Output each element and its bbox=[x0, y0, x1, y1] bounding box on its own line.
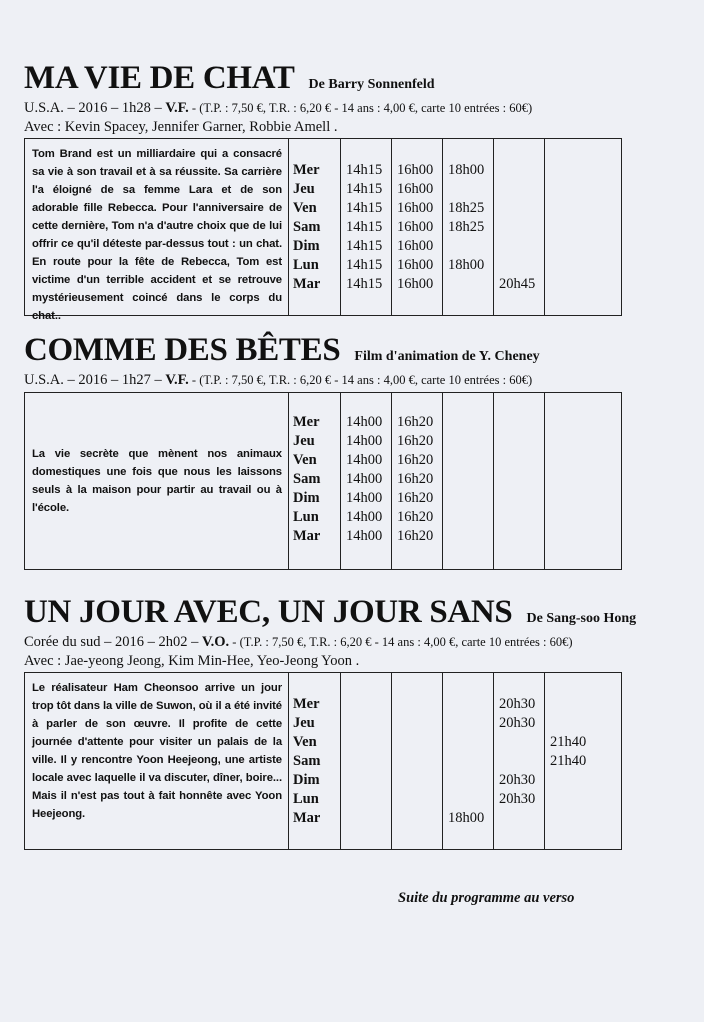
film-title: COMME DES BÊTES bbox=[24, 332, 341, 368]
day-label: Mar bbox=[293, 810, 321, 826]
showtime-cell bbox=[499, 256, 544, 275]
showtime-column bbox=[442, 139, 493, 315]
showtime-cell bbox=[448, 733, 493, 752]
showtime-cell bbox=[550, 470, 595, 489]
showtime-cell bbox=[550, 256, 595, 275]
showtime-cell bbox=[499, 218, 544, 237]
showtime-cell bbox=[499, 432, 544, 451]
showtime-cell bbox=[499, 180, 544, 199]
showtime-cell bbox=[397, 809, 442, 828]
showtime-cell bbox=[499, 470, 544, 489]
showtime-cell: 14h00 bbox=[346, 528, 383, 544]
showtime-cell bbox=[550, 527, 595, 546]
showtime-cell: 16h20 bbox=[397, 414, 434, 430]
synopsis bbox=[25, 139, 288, 322]
synopsis-text: Le réalisateur Ham Cheonsoo arrive un jour trop tôt dans la ville de Suwon, où il a été invité à parler de son œuvre. Il profite de cette journée d'attente pour visiter un palais de la ville. Il y rencontre Yoon Heejeong, une artiste locale avec laquelle il va discuter, dîner, boire... Mais il n'est pas tout à fait honnête avec Yoon Heejeong. bbox=[32, 682, 282, 820]
showtime-cell: 16h20 bbox=[397, 509, 434, 525]
showtime-cell bbox=[448, 413, 493, 432]
showtime-cell: 16h00 bbox=[397, 257, 434, 273]
showtime-cell: 16h00 bbox=[397, 200, 434, 216]
showtime-cell bbox=[448, 432, 493, 451]
film-title: MA VIE DE CHAT bbox=[24, 60, 295, 96]
film-version: V.O. bbox=[202, 634, 230, 650]
showtime-cell: 16h20 bbox=[397, 452, 434, 468]
showtime-cell bbox=[346, 809, 391, 828]
showtime-cell: 14h15 bbox=[346, 200, 383, 216]
footer-note: Suite du programme au verso bbox=[398, 890, 575, 906]
showtime-cell bbox=[550, 199, 595, 218]
showtime-cell bbox=[346, 790, 391, 809]
day-label: Mer bbox=[293, 414, 320, 430]
day-label: Lun bbox=[293, 257, 319, 273]
showtime-cell bbox=[448, 275, 493, 294]
showtime-cell bbox=[499, 733, 544, 752]
day-label: Mer bbox=[293, 696, 320, 712]
showtime-column bbox=[493, 393, 544, 569]
showtime-cell: 18h00 bbox=[448, 257, 485, 273]
day-label: Ven bbox=[293, 734, 317, 750]
showtime-cell: 16h20 bbox=[397, 490, 434, 506]
showtime-cell: 20h30 bbox=[499, 791, 536, 807]
film-director: Film d'animation de Y. Cheney bbox=[354, 349, 540, 364]
showtime-cell: 14h00 bbox=[346, 452, 383, 468]
showtime-cell: 14h15 bbox=[346, 257, 383, 273]
showtime-cell: 16h00 bbox=[397, 181, 434, 197]
film-director: De Barry Sonnenfeld bbox=[308, 77, 435, 92]
showtime-cell bbox=[346, 771, 391, 790]
schedule-box bbox=[24, 138, 622, 322]
film-version: V.F. bbox=[165, 100, 189, 116]
showtime-cell bbox=[499, 489, 544, 508]
showtime-cell: 21h40 bbox=[550, 753, 587, 769]
showtime-cell bbox=[448, 470, 493, 489]
schedule-box bbox=[24, 392, 622, 570]
showtime-cell: 16h00 bbox=[397, 162, 434, 178]
showtime-cell: 16h20 bbox=[397, 433, 434, 449]
film-origin: U.S.A. – 2016 – 1h27 – bbox=[24, 372, 166, 388]
showtime-cell: 14h00 bbox=[346, 414, 383, 430]
day-label: Mar bbox=[293, 528, 321, 544]
film-block bbox=[24, 594, 637, 670]
showtime-column bbox=[544, 673, 595, 849]
days-column bbox=[288, 673, 340, 849]
showtime-cell bbox=[550, 695, 595, 714]
showtime-cell bbox=[448, 714, 493, 733]
showtime-cell bbox=[397, 752, 442, 771]
showtime-cell: 14h15 bbox=[346, 181, 383, 197]
showtime-cell bbox=[397, 695, 442, 714]
showtime-column bbox=[391, 139, 442, 315]
showtime-column bbox=[340, 393, 391, 569]
showtime-cell bbox=[397, 790, 442, 809]
showtime-cell bbox=[550, 451, 595, 470]
showtime-cell bbox=[448, 790, 493, 809]
day-label: Dim bbox=[293, 238, 320, 254]
showtime-column bbox=[442, 393, 493, 569]
day-label: Sam bbox=[293, 753, 321, 769]
synopsis-text: La vie secrète que mènent nos animaux domestiques une fois que nous les laissons seuls à la maison pour partir au travail ou à l'école. bbox=[32, 448, 282, 514]
showtime-cell: 14h00 bbox=[346, 471, 383, 487]
day-label: Jeu bbox=[293, 181, 315, 197]
showtime-cell bbox=[346, 695, 391, 714]
film-meta bbox=[24, 100, 624, 117]
synopsis-text: Tom Brand est un milliardaire qui a consacré sa vie à son travail et à sa réussite. Sa carrière l'a éloigné de sa femme Lara et de son adorable fille Rebecca. Pour l'anniversaire de cette dernière, Tom n'a d'autre choix que de lui offrir ce qu'il déteste par-dessus tout : un chat. En route pour la fête de Rebecca, Tom est victime d'un terrible accident et se retrouve mystérieusement coincé dans le corps du chat.. bbox=[32, 148, 282, 322]
days-column bbox=[288, 393, 340, 569]
showtime-cell bbox=[550, 771, 595, 790]
showtime-column bbox=[493, 139, 544, 315]
showtime-cell bbox=[448, 752, 493, 771]
showtime-cell: 16h00 bbox=[397, 219, 434, 235]
showtime-cell bbox=[499, 752, 544, 771]
film-meta bbox=[24, 372, 624, 389]
film-title: UN JOUR AVEC, UN JOUR SANS bbox=[24, 594, 513, 630]
film-origin: U.S.A. – 2016 – 1h28 – bbox=[24, 100, 166, 116]
showtime-cell: 18h00 bbox=[448, 810, 485, 826]
showtime-cell: 16h20 bbox=[397, 528, 434, 544]
showtime-cell: 20h30 bbox=[499, 715, 536, 731]
showtime-cell bbox=[550, 413, 595, 432]
day-label: Lun bbox=[293, 791, 319, 807]
film-price: - (T.P. : 7,50 €, T.R. : 6,20 € - 14 ans : 4,00 €, carte 10 entrées : 60€) bbox=[229, 635, 573, 649]
page-edge bbox=[704, 0, 720, 1022]
showtime-cell bbox=[550, 275, 595, 294]
showtime-cell bbox=[550, 508, 595, 527]
showtime-cell: 14h15 bbox=[346, 276, 383, 292]
film-price: - (T.P. : 7,50 €, T.R. : 6,20 € - 14 ans : 4,00 €, carte 10 entrées : 60€) bbox=[188, 373, 533, 387]
day-label: Jeu bbox=[293, 433, 315, 449]
showtime-column bbox=[493, 673, 544, 849]
showtime-cell: 16h00 bbox=[397, 238, 434, 254]
showtime-cell: 16h00 bbox=[397, 276, 434, 292]
days-column bbox=[288, 139, 340, 315]
film-version: V.F. bbox=[165, 372, 189, 388]
showtime-cell bbox=[346, 752, 391, 771]
showtime-cell: 21h40 bbox=[550, 734, 587, 750]
showtime-cell: 18h00 bbox=[448, 162, 485, 178]
film-title-line bbox=[24, 334, 624, 367]
film-origin: Corée du sud – 2016 – 2h02 – bbox=[24, 634, 203, 650]
showtime-cell bbox=[499, 199, 544, 218]
showtime-cell: 20h30 bbox=[499, 696, 536, 712]
day-label: Mer bbox=[293, 162, 320, 178]
showtime-cell bbox=[550, 218, 595, 237]
synopsis bbox=[25, 393, 288, 569]
showtime-cell bbox=[499, 161, 544, 180]
showtime-cell bbox=[397, 714, 442, 733]
synopsis bbox=[25, 673, 288, 849]
schedule-box bbox=[24, 672, 622, 850]
film-block bbox=[24, 62, 624, 136]
day-label: Dim bbox=[293, 490, 320, 506]
showtime-cell bbox=[448, 237, 493, 256]
showtime-cell: 14h00 bbox=[346, 509, 383, 525]
showtime-cell bbox=[397, 771, 442, 790]
day-label: Sam bbox=[293, 219, 321, 235]
day-label: Ven bbox=[293, 200, 317, 216]
showtime-cell bbox=[448, 180, 493, 199]
showtime-cell: 20h45 bbox=[499, 276, 536, 292]
showtime-column bbox=[544, 139, 595, 315]
film-title-line bbox=[24, 594, 637, 630]
showtime-cell bbox=[550, 714, 595, 733]
showtime-cell bbox=[448, 695, 493, 714]
showtime-cell: 14h00 bbox=[346, 490, 383, 506]
showtime-cell bbox=[448, 508, 493, 527]
showtime-cell bbox=[550, 790, 595, 809]
film-price: - (T.P. : 7,50 €, T.R. : 6,20 € - 14 ans : 4,00 €, carte 10 entrées : 60€) bbox=[188, 101, 533, 115]
showtime-cell bbox=[346, 733, 391, 752]
showtime-cell bbox=[499, 237, 544, 256]
showtime-column bbox=[340, 673, 391, 849]
showtime-cell bbox=[550, 432, 595, 451]
showtime-column bbox=[391, 673, 442, 849]
film-title-line bbox=[24, 62, 624, 95]
showtime-cell: 14h15 bbox=[346, 162, 383, 178]
showtime-cell: 18h25 bbox=[448, 219, 485, 235]
showtime-cell: 16h20 bbox=[397, 471, 434, 487]
day-label: Dim bbox=[293, 772, 320, 788]
showtime-cell bbox=[499, 413, 544, 432]
showtime-cell bbox=[499, 809, 544, 828]
showtime-cell bbox=[550, 180, 595, 199]
showtime-column bbox=[391, 393, 442, 569]
showtime-cell: 14h15 bbox=[346, 219, 383, 235]
showtime-cell bbox=[550, 161, 595, 180]
showtime-cell bbox=[550, 809, 595, 828]
showtime-cell bbox=[397, 733, 442, 752]
showtime-column bbox=[442, 673, 493, 849]
film-cast: Avec : Jae-yeong Jeong, Kim Min-Hee, Yeo-Jeong Yoon . bbox=[24, 653, 360, 669]
film-meta bbox=[24, 634, 624, 651]
showtime-cell bbox=[499, 451, 544, 470]
showtime-cell: 20h30 bbox=[499, 772, 536, 788]
day-label: Ven bbox=[293, 452, 317, 468]
film-director: De Sang-soo Hong bbox=[526, 611, 637, 626]
film-cast: Avec : Kevin Spacey, Jennifer Garner, Robbie Amell . bbox=[24, 119, 338, 135]
showtime-cell bbox=[550, 489, 595, 508]
film-block bbox=[24, 334, 624, 389]
showtime-cell bbox=[499, 527, 544, 546]
showtime-cell bbox=[499, 508, 544, 527]
showtime-column bbox=[544, 393, 595, 569]
showtime-cell: 18h25 bbox=[448, 200, 485, 216]
day-label: Jeu bbox=[293, 715, 315, 731]
showtime-cell bbox=[448, 489, 493, 508]
showtime-cell: 14h00 bbox=[346, 433, 383, 449]
showtime-column bbox=[340, 139, 391, 315]
showtime-cell: 14h15 bbox=[346, 238, 383, 254]
showtime-cell bbox=[448, 451, 493, 470]
day-label: Sam bbox=[293, 471, 321, 487]
day-label: Lun bbox=[293, 509, 319, 525]
day-label: Mar bbox=[293, 276, 321, 292]
showtime-cell bbox=[346, 714, 391, 733]
showtime-cell bbox=[550, 237, 595, 256]
showtime-cell bbox=[448, 527, 493, 546]
showtime-cell bbox=[448, 771, 493, 790]
